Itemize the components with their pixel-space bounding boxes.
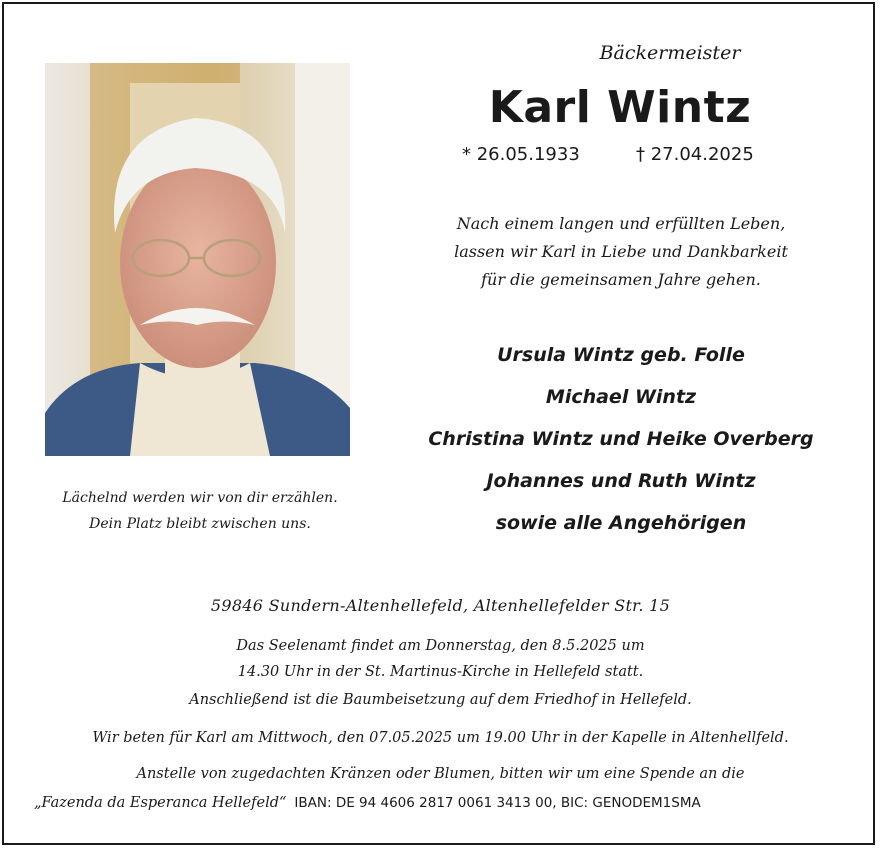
verse-line: lassen wir Karl in Liebe und Dankbarkeit (454, 242, 788, 261)
birth-date: * 26.05.1933 (462, 144, 580, 165)
address-line: 59846 Sundern-Altenhellefeld, Altenhellefelder Str. 15 (210, 596, 671, 615)
service-info-line: 14.30 Uhr in der St. Martinus-Kirche in Hellefeld statt. (237, 664, 644, 680)
profession-title: Bäckermeister (599, 42, 741, 64)
mourner-name: Ursula Wintz geb. Folle (497, 344, 745, 366)
motto-line: Lächelnd werden wir von dir erzählen. (62, 490, 338, 506)
mourner-name: Christina Wintz und Heike Overberg (428, 428, 814, 450)
bank-details: IBAN: DE 94 4606 2817 0061 3413 00, BIC: GENODEM1SMA (294, 795, 701, 811)
service-info-line: Das Seelenamt findet am Donnerstag, den 8.5.2025 um (236, 638, 645, 654)
deceased-name: Karl Wintz (488, 82, 752, 133)
mourner-name: sowie alle Angehörigen (495, 512, 747, 534)
donation-foundation: „Fazenda da Esperanca Hellefeld“ (34, 795, 287, 811)
portrait-photo (45, 63, 350, 456)
death-date: † 27.04.2025 (636, 144, 754, 165)
verse-line: Nach einem langen und erfüllten Leben, (456, 214, 786, 233)
donation-details (34, 795, 701, 811)
prayer-info-line: Wir beten für Karl am Mittwoch, den 07.05.2025 um 19.00 Uhr in der Kapelle in Altenhellfeld. (92, 730, 789, 746)
verse-line: für die gemeinsamen Jahre gehen. (481, 270, 761, 289)
motto-line: Dein Platz bleibt zwischen uns. (89, 516, 311, 532)
donation-request-line: Anstelle von zugedachten Kränzen oder Blumen, bitten wir um eine Spende an die (136, 766, 745, 782)
mourner-name: Michael Wintz (545, 386, 697, 408)
service-info-line: Anschließend ist die Baumbeisetzung auf dem Friedhof in Hellefeld. (189, 692, 692, 708)
mourner-name: Johannes und Ruth Wintz (486, 470, 756, 492)
